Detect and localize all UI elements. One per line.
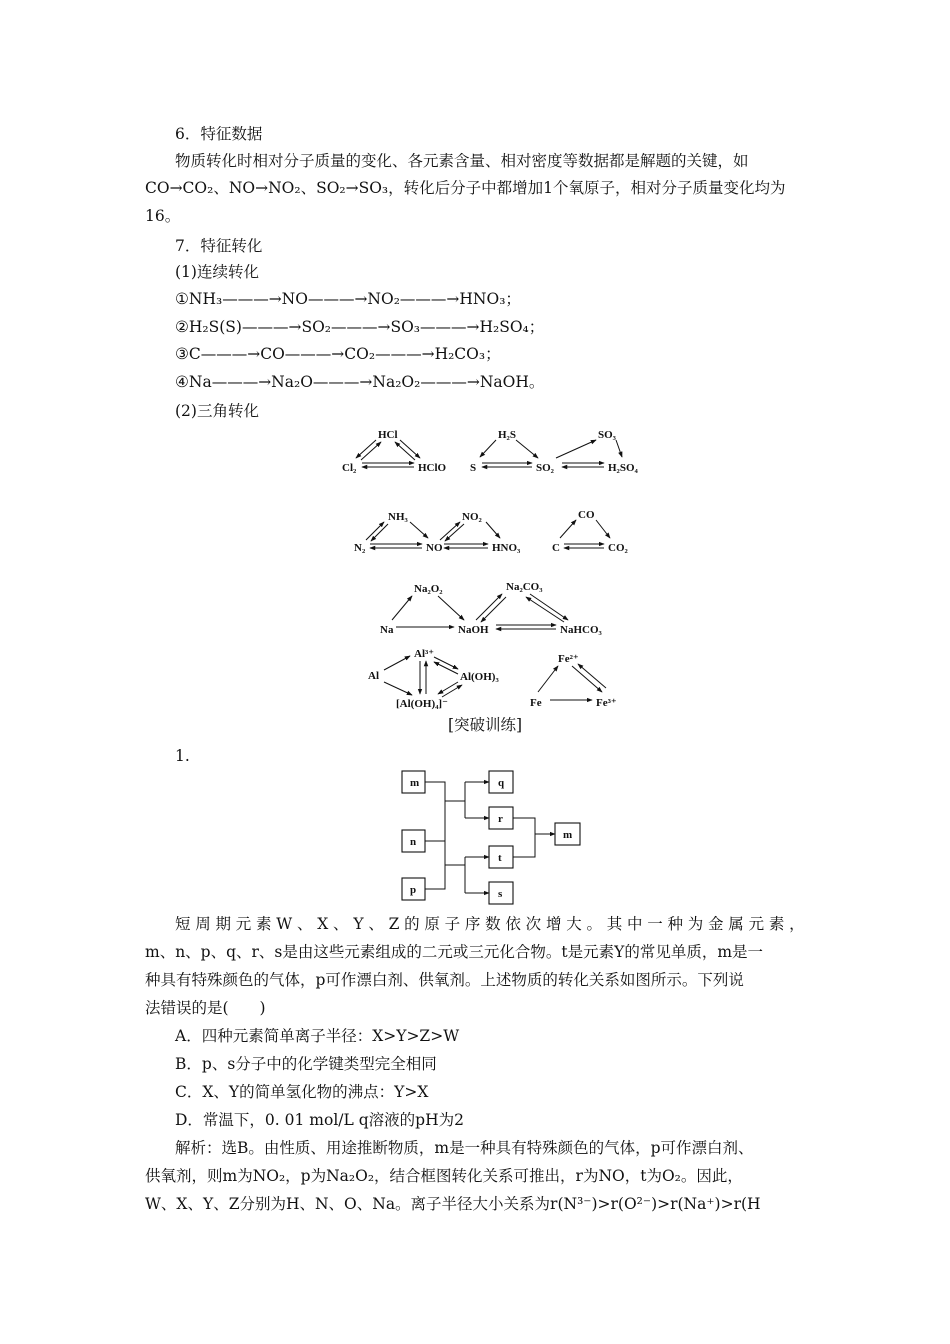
carbon-triangle xyxy=(552,509,629,554)
co-label: CO xyxy=(578,509,595,521)
aloh4-label: [Al(OH)₄]⁻ xyxy=(396,698,448,710)
training-title: [突破训练] xyxy=(448,716,523,734)
flow-connectors xyxy=(425,782,555,893)
na-label: Na xyxy=(380,624,394,636)
section-7-title: 7．特征转化 xyxy=(175,237,263,255)
hcl-triangle xyxy=(342,429,447,474)
fe-label: Fe xyxy=(530,697,542,709)
option-d: D．常温下，0. 01 mol/L q溶液的pH为2 xyxy=(175,1111,464,1129)
sulfur-triangles xyxy=(470,429,639,474)
n2-label: N₂ xyxy=(354,542,366,554)
na2o2-label: Na₂O₂ xyxy=(414,583,443,595)
cl2-label: Cl₂ xyxy=(342,462,357,474)
label-t: t xyxy=(498,852,502,864)
hno3-label: HNO₃ xyxy=(492,542,521,554)
label-q: q xyxy=(498,777,505,789)
label-m-product: m xyxy=(563,829,573,841)
c-label: C xyxy=(552,542,560,554)
question-stem-line3: 种具有特殊颜色的气体，p可作漂白剂、供氧剂。上述物质的转化关系如图所示。下列说 xyxy=(145,971,744,989)
question-flow-diagram xyxy=(395,765,595,905)
conversion-chain-2: ②H₂S(S)———→SO₂———→SO₃———→H₂SO₄； xyxy=(175,318,545,336)
label-m: m xyxy=(410,777,420,789)
triangle-conversion-diagram xyxy=(340,420,638,710)
co2-label: CO₂ xyxy=(608,542,628,554)
naoh-label: NaOH xyxy=(458,624,489,636)
no-label: NO xyxy=(426,542,443,554)
aloh3-label: Al(OH)₃ xyxy=(460,671,499,683)
fe2-label: Fe²⁺ xyxy=(558,653,579,665)
nitrogen-triangles xyxy=(354,511,521,554)
na2co3-label: Na₂CO₃ xyxy=(506,581,543,593)
al3-label: Al³⁺ xyxy=(414,648,435,660)
fe3-label: Fe³⁺ xyxy=(596,697,617,709)
hcl-label: HCl xyxy=(378,429,398,441)
s-label: S xyxy=(470,462,477,474)
triangle-conversion-heading: (2)三角转化 xyxy=(175,402,259,420)
question-stem-line2: m、n、p、q、r、s是由这些元素组成的二元或三元化合物。t是元素Y的常见单质，m是一 xyxy=(145,943,764,961)
sodium-triangles xyxy=(380,581,603,636)
option-c: C．X、Y的简单氢化物的沸点：Y>X xyxy=(175,1083,429,1101)
conversion-chain-3: ③C———→CO———→CO₂———→H₂CO₃； xyxy=(175,345,501,363)
no2-label: NO₂ xyxy=(462,511,482,523)
analysis-line2: 供氧剂，则m为NO₂，p为Na₂O₂，结合框图转化关系可推出，r为NO，t为O₂。因此， xyxy=(145,1167,743,1185)
section-6-para-line1: 物质转化时相对分子质量的变化、各元素含量、相对密度等数据都是解题的关键，如 xyxy=(175,152,749,170)
label-n: n xyxy=(410,836,417,848)
option-a: A．四种元素简单离子半径：X>Y>Z>W xyxy=(175,1027,460,1045)
nahco3-label: NaHCO₃ xyxy=(560,624,602,636)
question-stem-line4: 法错误的是( ) xyxy=(145,999,266,1017)
label-p: p xyxy=(410,884,417,896)
label-r: r xyxy=(498,813,503,825)
iron-triangle xyxy=(530,653,617,709)
analysis-line1: 解析：选B。由性质、用途推断物质，m是一种具有特殊颜色的气体，p可作漂白剂、 xyxy=(175,1139,754,1157)
question-number: 1. xyxy=(175,747,190,765)
aluminum-diagram xyxy=(368,648,499,710)
so3-label: SO₃ xyxy=(598,429,616,441)
section-6-para-line3: 16。 xyxy=(145,207,181,225)
question-stem-line1: 短周期元素W、X、Y、Z的原子序数依次增大。其中一种为金属元素， xyxy=(175,915,805,933)
label-s: s xyxy=(498,888,503,900)
option-b: B．p、s分子中的化学键类型完全相同 xyxy=(175,1055,437,1073)
conversion-chain-1: ①NH₃———→NO———→NO₂———→HNO₃； xyxy=(175,290,521,308)
h2s-label: H₂S xyxy=(498,429,516,441)
continuous-conversion-heading: (1)连续转化 xyxy=(175,263,259,281)
analysis-line3: W、X、Y、Z分别为H、N、O、Na。离子半径大小关系为r(N³⁻)>r(O²⁻)>r(Na⁺)>r(H xyxy=(145,1195,761,1213)
nh3-label: NH₃ xyxy=(388,511,408,523)
section-6-para-line2: CO→CO₂、NO→NO₂、SO₂→SO₃，转化后分子中都增加1个氧原子，相对分子质量变化均为 xyxy=(145,179,786,197)
al-label: Al xyxy=(368,670,379,682)
conversion-chain-4: ④Na———→Na₂O———→Na₂O₂———→NaOH。 xyxy=(175,373,545,391)
section-6-title: 6．特征数据 xyxy=(175,125,263,143)
hclo-label: HClO xyxy=(418,462,447,474)
so2-label: SO₂ xyxy=(536,462,554,474)
flow-boxes xyxy=(402,771,580,904)
h2so4-label: H₂SO₄ xyxy=(608,462,638,474)
